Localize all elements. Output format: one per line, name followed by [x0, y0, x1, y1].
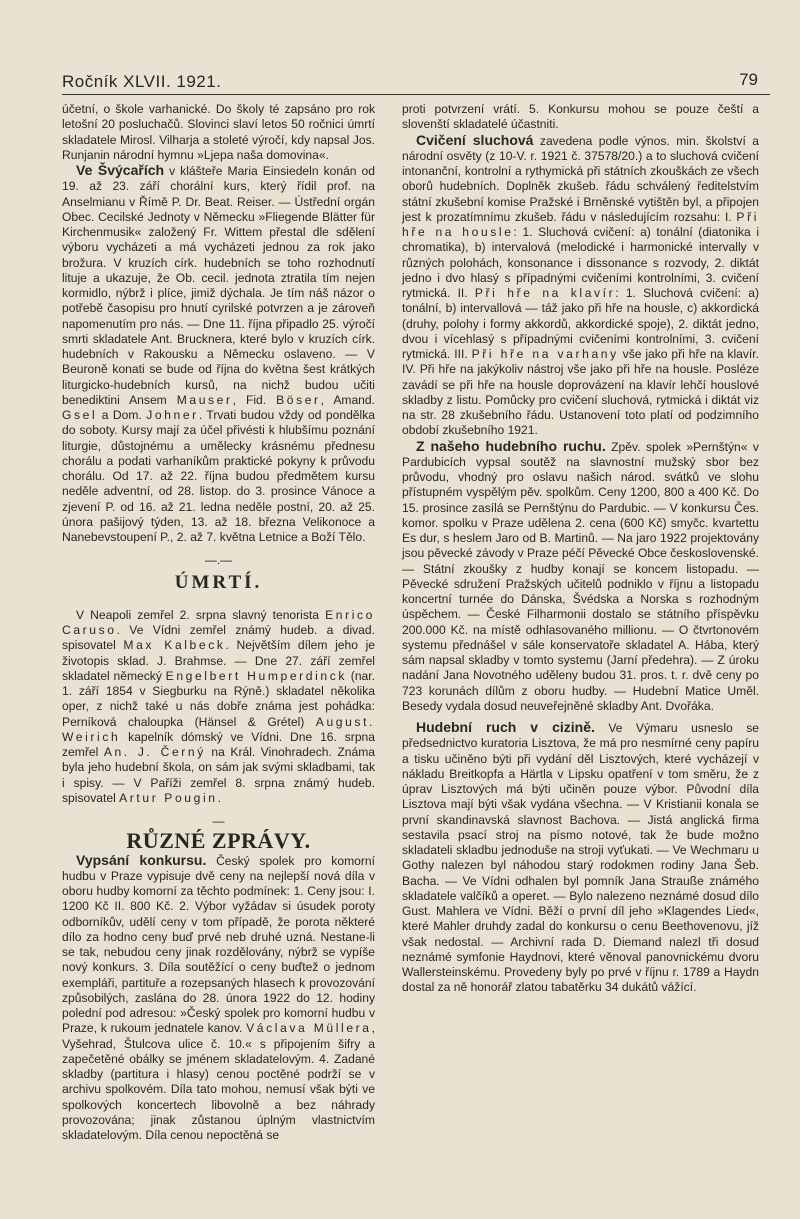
paragraph-text: : 1. Sluchová cvičení: a) tonální, b) intervallová — táž jako při hře na housle, c) akkordická (druhy, polohy i formy akkordů, akkordické spoje), 2. diktát jedno, dvou i vícehlasý s případnými cvičeními kontrolními, 3. cvičení rytmická. III.: [402, 286, 760, 361]
section-separator: —.—: [204, 553, 233, 568]
paragraph-text: kapelník dómský ve Vídni. Dne 16. srpna zemřel: [62, 729, 375, 759]
paragraph-text: , Fid.: [232, 392, 277, 407]
article-paragraph: [402, 102, 759, 133]
paragraph-text: na Král. Vinohradech. Známa byla jeho hudební škola, on sám jak svými skladbami, tak i spisy. — V Paříži zemřel 8. srpna známý hudeb. spisovatel: [62, 745, 375, 805]
paragraph-text: . Trvati budou vždy od pondělka do soboty. Kursy mají za účel přivésti k hlubšímu poznání liturgie, důstojnému a umělecky krásnému přednesu chorálu a podati varhaníkům praktické pokyny k průvodu chorálu. Od 17. až 22. října budou předmětem kursu neděle adventní, od 28. listop. do 3. prosince Vánoce a zjevení P. od 16. až 21. ledna neděle postní, 20. až 25. února pašijový týden, 13. až 18. března Velikonoce a Nanebevstoupení P., 2. až 7. května Letnice a Boží Tělo.: [62, 408, 375, 544]
spaced-name: Engelbert Humperdinck: [165, 668, 348, 683]
paragraph-text: .: [217, 790, 221, 805]
article-paragraph: [402, 720, 759, 996]
paragraph-text: V Neapoli zemřel 2. srpna slavný tenorista: [76, 607, 326, 622]
spaced-name: An. J. Černý: [103, 745, 206, 759]
paragraph-text: a Dom.: [97, 408, 147, 422]
spaced-name: Enrico Caruso: [62, 607, 375, 637]
article-paragraph: [62, 163, 375, 545]
paragraph-text: (nar. 1. září 1854 v Siegburku na Rýně.) skladatel několika oper, z nichž také u nás dobře známa jest pohádka: Perníková chaloupka (Hänsel & Grétel): [62, 668, 375, 729]
paragraph-text: proti potvrzení vrátí. 5. Konkursu mohou se pouze čeští a slovenští skladatelé účastniti.: [402, 102, 759, 132]
section-heading: RŮZNÉ ZPRÁVY.: [126, 828, 311, 854]
paragraph-text: zavedena podle výnos. min. školství a národní osvěty (z 10-V. r. 1921 č. 37578/20.) a to sluchová cvičení intonanční, kontrolní a rythymická při státních zkouškách ze všech oborů hudebních. Doplněk zkušeb. řádu schválený ředitelstvím státní zkušební komise Pražské i Brněnské vytištěn byl, a připojen jest k prozatímnímu zkušeb. řádu v následujícím rozsahu: I.: [402, 133, 759, 224]
spaced-name: Artur Pougin: [119, 790, 218, 805]
section-separator: —: [212, 814, 225, 828]
paragraph-text: : 1. Sluchová cvičení: a) tonální (diatonika i chromatika), b) intervalová (melodické i harmonické intervally v různých polohách, konsonance i dissonance s rozvody, 2. diktát jedno i dvo hlasý s případnými cvičeními kontrolními, 3. cvičení rytmická. II.: [402, 225, 760, 300]
section-heading: ÚMRTÍ.: [174, 571, 263, 593]
article-paragraph: [402, 133, 759, 439]
article-paragraph: [62, 608, 375, 806]
section-lead-title: Ve Švýcařích: [76, 162, 165, 178]
spaced-name: Böser: [276, 392, 321, 407]
paragraph-text: v klášteře Maria Einsiedeln konán od 19. až 23. září chorální kurs, který řídil prof. na Anselmianu v Římě P. Dr. Beat. Reiser. — Ústřední orgán Obec. Cecilské Jednoty v Německu »Fliegende Blätter für Kirchenmusik« založený Fr. Wittem přestal dle sdělení výboru vycházeti a má vycházeti jednou za rok jako brožura. V kruzích círk. hudebních se toho rozhodnutí lituje a ukazuje, že Ob. cecil. jednota ztratila tím nejen kormidlo, nýbrž i plíce, jimiž dýchala. Je tím náš názor o potřebě časopisu pro hnutí cyrilské potvrzen a je zároveň napomenutím pro nás. — Dne 11. října připadlo 25. výročí smrti skladatele Ant. Brucknera, které bylo v kruzích círk. hudebních v Rakousku a Německu oslaveno. — V Beuroně konati se bude od října do května šest krátkých liturgicko-hudebních kursů, na nichž budou učiti benediktini Ansem: [62, 164, 375, 407]
right-column: [402, 102, 759, 996]
paragraph-text: Ve Výmaru usneslo se předsednictvo kuratoria Lisztova, že má pro nesmírné ceny papíru a tisku učiněno býti při vydání děl Lisztových, které vycházejí v nákladu Breitkopfa a Härtla v Lipsku opatření v tom směru, že z úprav Lisztových má býti učiněn pouze výbor. Původní díla Lisztova mají býti však vydána všechna. — V Kristianii konala se první skandinavská slavnost Bachova. — Jistá anglická firma sestavila psací stroj na písmo notové, tak že bude možno skladateli skladbu jednoduše na stroji vyťukati. — Ve Wechmaru u Gothy nalezen byl náhodou starý rodokmen rodiny Jana Šeb. Bacha. — Ve Vídni odhalen byl pomník Jana Strauße známého skladatele valčíků a operet. — Bylo nalezeno neznámé dosud dílo Gust. Mahlera ve Vídni. Běží o první díl jeho »Klagendes Lied«, které Mahler druhdy zadal do konkursu o cenu Beethovenovu, jíž však nedostal. — Archivní rada D. Diemand nalezl tři dosud neznámé symfonie Haydnovi, které věnoval panovnickému dvoru Wallersteinskému. Provedeny byly po prvé v říjnu r. 1789 a Haydn dostal za ně honorář zlatou tabatěrku 34 dukátů vážící.: [402, 721, 759, 995]
paragraph-text: . Největším dílem jeho je životopis sklad. J. Brahmse. — Dne 27. září zemřel skladatel německý: [62, 638, 375, 683]
spaced-name: Při hře na varhany: [471, 347, 619, 361]
paragraph-text: . Ve Vídni zemřel známý hudeb. a divad. spisovatel: [62, 623, 375, 653]
page-number: 79: [739, 70, 758, 89]
article-paragraph: [62, 102, 375, 163]
left-column: [62, 102, 375, 1143]
paragraph-text: , Vyšehrad, Štulcova ulice č. 10.« s připojením šifry a zapečetěné obálky se jménem skladatelovým. 4. Zadané skladby (partitura i hlasy) cenou poctěné podrží se v archivu spolkovém. Díla tato mohou, nemusí však býti ve spolkových koncertech libovolně a bez náhrady provozována; jinak zůstanou úplným vlastnictvím skladatelovým. Díla cenou nepoctěná se: [62, 1021, 375, 1142]
paragraph-text: vše jako při hře na klavír. IV. Při hře na jakýkoliv nástroj vše jako při hře na housle. Posléze zavádí se při hře na housle doprovázení na klavír lehčí houslové skladby z listu. Pomůcky pro cvičení sluchová, rytmická i diktát viz na str. 28 zkušebního řádu. Ustanovení toto platí od podzimního období zkušebního 1921.: [402, 347, 759, 438]
spaced-name: Při hře na housle: [402, 209, 759, 239]
article-paragraph: [62, 853, 375, 1144]
paragraph-text: , Amand.: [320, 392, 375, 407]
spaced-name: August. Weirich: [62, 714, 375, 744]
spaced-name: Při hře na klavír: [474, 286, 616, 300]
paragraph-text: Zpěv. spolek »Pernštýn« v Pardubicích vypsal soutěž na slavnostní mužský sbor bez průvodu, vhodný pro oslavu našich národ. svátků ve slohu přístupném vyspělým pěv. spolkům. Ceny 1200, 800 a 400 Kč. Do 15. prosince zasílá se Pernštýnu do Pardubic. — V konkursu Čes. komor. spolku v Praze udělena 2. cena (600 Kč) smyčc. kvartettu Es dur, s heslem Jaro od B. Martinů. — Na jaro 1922 projektovány jsou pěvecké závody v Praze péčí Pěvecké Obce československé. — Státní zkoušky z hudby konají se koncem listopadu. — Pěvecké sdružení Pražských učitelů podniklo v říjnu a listopadu koncertní turnée do Dánska, Švédska a Norska s rozhodným úspěchem. — České Filharmonii dostalo se státního příspěvku 200.000 Kč. na místě odhlasovaného millionu. — O čtvrtonovém systemu přednášel v sále konservatoře skladatel A. Hába, který sám napsal skladby v tomto systemu (Jarní předehra). — Z úroku nadání Jana Novotného uděleny budou 31. pros. t. r. dvě ceny po 723 korunách dílům z oboru hudby. — Hudební Matice Uměl. Besedy vydala dosud neuveřejněné skladby Ant. Dvořáka.: [402, 439, 759, 713]
paragraph-text: Český spolek pro komorní hudbu v Praze vypisuje dvě ceny na nejlepší nová díla v oboru hudby komorní za těchto podmínek: 1. Ceny jsou: I. 1200 Kč II. 800 Kč. 2. Výbor vyžádav si úsudek poroty odborníkův, udělí ceny v tom případě, že porota některé dílo za hodno ceny buď prvé neb druhé uzná. Nestane-li se tak, nebudou ceny jinak rozdělovány, nýbrž se vypíše nový konkurs. 3. Díla soutěžící o ceny buďtež o jednom exempláři, partituře a rozepsaných hlasech k provozování způsobilých, zaslána do 28. února 1922 do 12. hodiny polední pod adresou: »Český spolek pro komorní hudbu v Praze, k rukoum jednatele kanov.: [62, 853, 375, 1036]
section-lead-title: Hudební ruch v cizině.: [416, 719, 595, 735]
spaced-name: Max Kalbeck: [123, 638, 226, 653]
spaced-name: Mauser: [176, 392, 233, 407]
journal-volume-year: Ročník XLVII. 1921.: [62, 72, 222, 91]
section-lead-title: Z našeho hudebního ruchu.: [416, 437, 606, 454]
section-lead-title: Cvičení sluchová: [416, 131, 534, 148]
spaced-name: Gsel: [62, 408, 98, 422]
paragraph-text: účetní, o škole varhanické. Do školy té zapsáno pro rok letošní 20 posluchačů. Slovinci slaví letos 50 ročnici úmrtí skladatele Mirosl. Vilharja a stoleté výročí, kdy napsal Jos. Runjanin národní hymnu »Ljepa naša domovina«.: [62, 102, 375, 162]
article-paragraph: [402, 439, 759, 715]
spaced-name: Václava Müllera: [246, 1021, 372, 1036]
running-header: [62, 70, 770, 95]
section-lead-title: Vypsání konkursu.: [76, 851, 207, 868]
spaced-name: Johner: [146, 408, 199, 422]
